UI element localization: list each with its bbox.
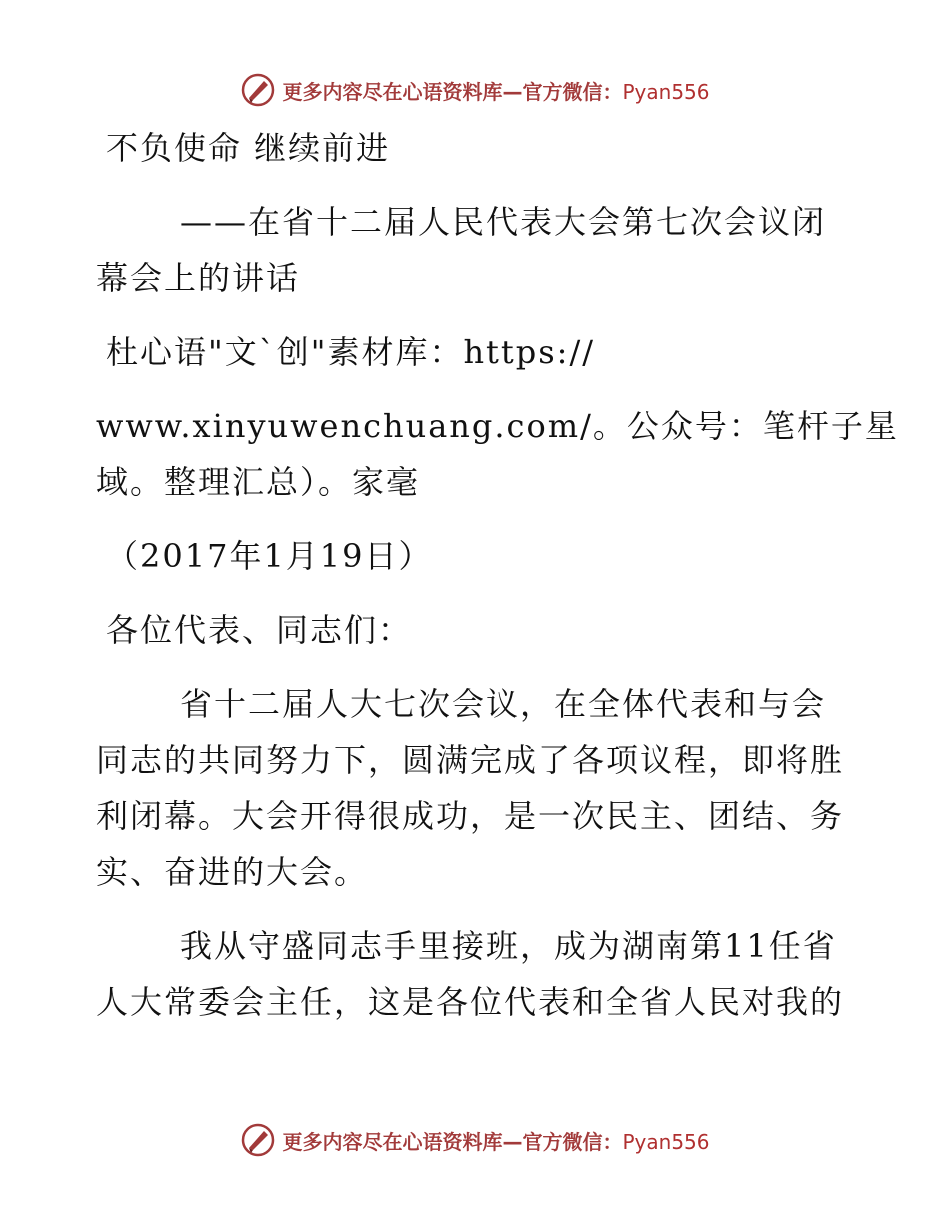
paragraph-1-line-3: 利闭幕。大会开得很成功，是一次民主、团结、务 [96,797,845,835]
paragraph-1-line-1: 省十二届人大七次会议，在全体代表和与会 [180,685,827,723]
banner-wechat-label: 官方微信： [522,1129,623,1154]
source-line-2: www.xinyuwenchuang.com/。公众号：笔杆子星 [96,407,899,445]
banner-main-text: 更多内容尽在心语资料库 [282,79,503,104]
paragraph-1-line-4: 实、奋进的大会。 [96,853,369,891]
banner-separator: — [502,79,523,104]
source-line-1: 杜心语"文`创"素材库：https:// [106,333,596,371]
greeting: 各位代表、同志们： [106,611,413,649]
banner-separator: — [502,1129,523,1154]
document-subtitle-line-1: ——在省十二届人民代表大会第七次会议闭 [180,203,827,241]
header-banner [0,68,950,112]
banner-inner [240,1122,709,1158]
paragraph-2-line-2: 人大常委会主任，这是各位代表和全省人民对我的 [96,983,845,1021]
banner-text [282,1126,709,1155]
document-subtitle-line-2: 幕会上的讲话 [96,259,301,297]
document-title: 不负使命 继续前进 [106,129,391,167]
banner-main-text: 更多内容尽在心语资料库 [282,1129,503,1154]
pen-logo-icon [240,72,276,108]
paragraph-1-line-2: 同志的共同努力下，圆满完成了各项议程，即将胜 [96,741,845,779]
banner-wechat-id: Pyan556 [622,79,710,104]
banner-inner [240,72,709,108]
paragraph-2-line-1: 我从守盛同志手里接班，成为湖南第11任省 [180,927,837,965]
source-line-3: 域。整理汇总）。家毫 [96,463,421,501]
banner-wechat-label: 官方微信： [522,79,623,104]
banner-text [282,76,709,105]
document-body [96,120,899,1030]
pen-logo-icon [240,1122,276,1158]
banner-wechat-id: Pyan556 [622,1129,710,1154]
document-date: （2017年1月19日） [106,537,433,575]
footer-banner [0,1118,950,1162]
